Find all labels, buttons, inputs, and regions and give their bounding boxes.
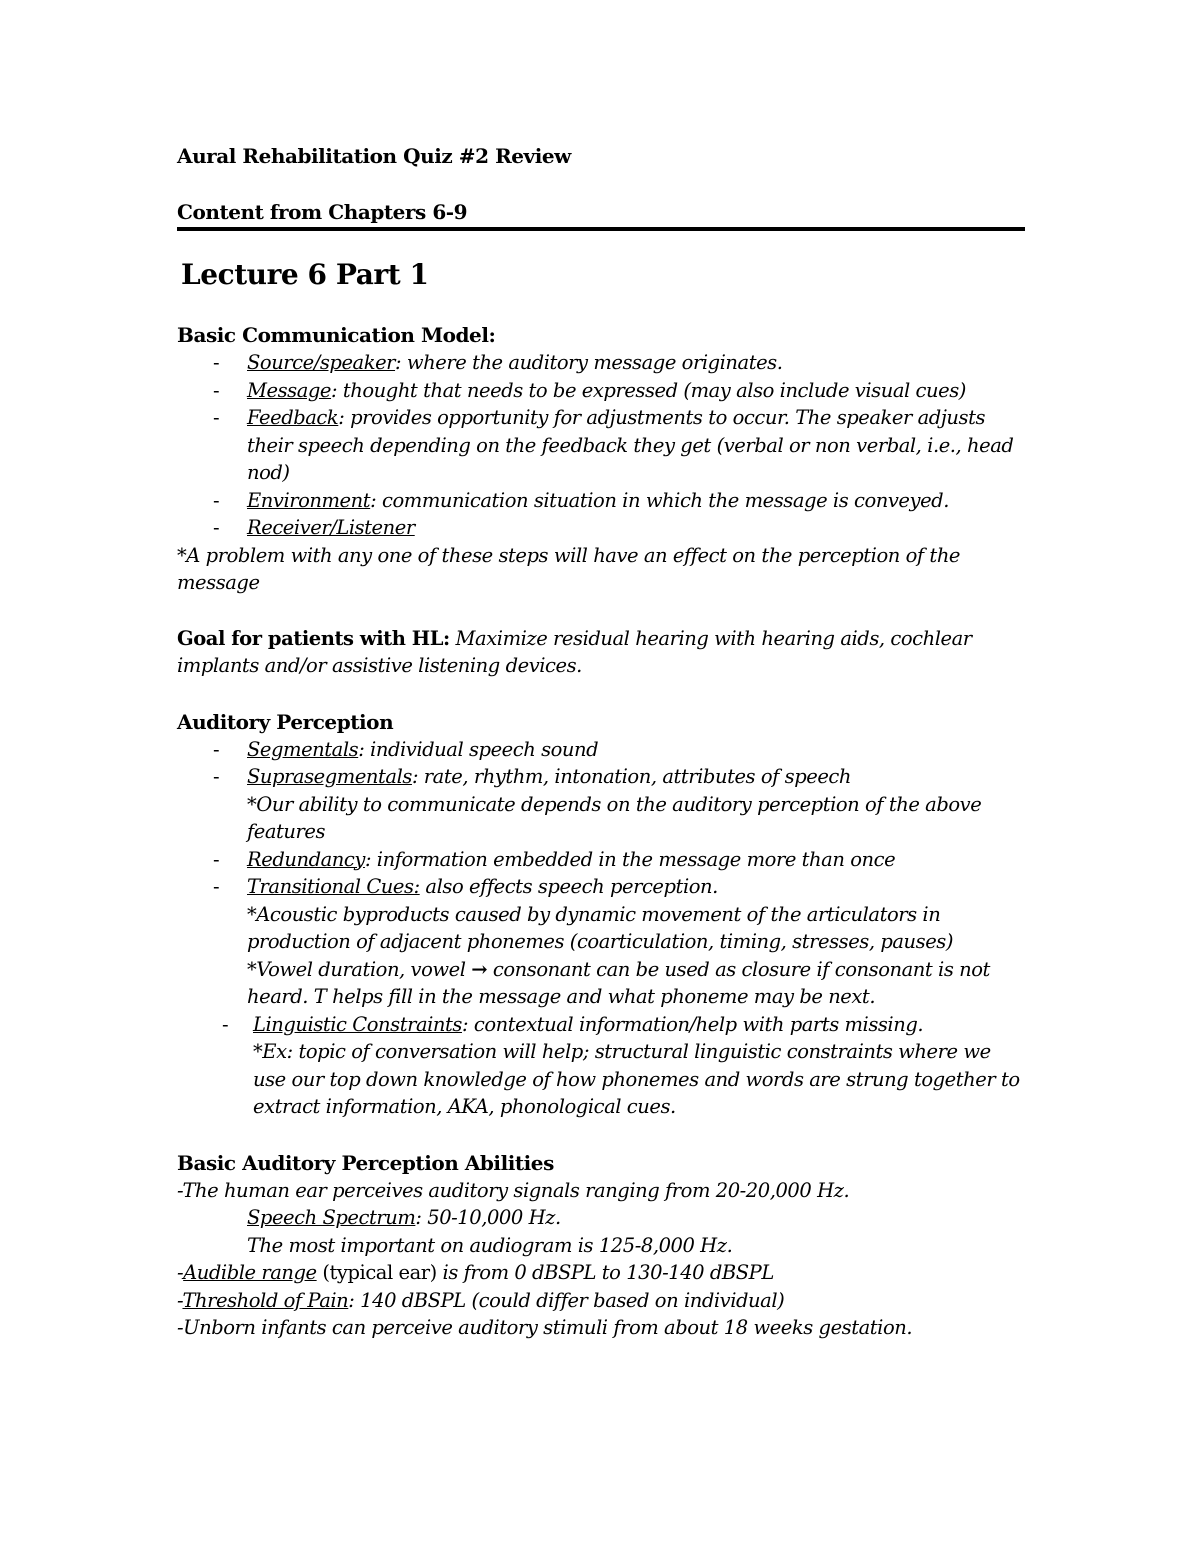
list-item-note: *Vowel duration, vowel → consonant can be used as closure if consonant is not heard. T helps fill in the message and what phoneme may be next.	[247, 957, 990, 1008]
document-content	[177, 142, 1027, 1342]
list-item: - Source/speaker: where the auditory message originates.	[177, 349, 1027, 377]
abilities-line: -Audible range (typical ear) is from 0 dBSPL to 130-140 dBSPL	[177, 1261, 774, 1284]
list-item: - Feedback: provides opportunity for adjustments to occur. The speaker adjusts their speech depending on the feedback they get (verbal or non verbal, i.e., head nod)	[177, 404, 1027, 487]
document-subtitle: Content from Chapters 6-9	[177, 200, 468, 224]
arrow-right-icon: →	[471, 957, 488, 981]
list-item-note: *Our ability to communicate depends on the auditory perception of the above features	[247, 792, 982, 843]
horizontal-rule	[177, 227, 1025, 231]
comm-model-heading: Basic Communication Model:	[177, 323, 496, 347]
list-item: - Suprasegmentals: rate, rhythm, intonation, attributes of speech *Our ability to communicate depends on the auditory perception of the above features	[177, 763, 1027, 846]
auditory-perception-heading: Auditory Perception	[177, 709, 394, 734]
abilities-line: -Unborn infants can perceive auditory stimuli from about 18 weeks gestation.	[177, 1316, 913, 1339]
list-item: - Redundancy: information embedded in the message more than once	[177, 846, 1027, 874]
abilities-line: -The human ear perceives auditory signals ranging from 20-20,000 Hz.	[177, 1178, 850, 1202]
list-item: - Segmentals: individual speech sound	[177, 736, 1027, 764]
list-item: - Linguistic Constraints: contextual information/help with parts missing. *Ex: topic of conversation will help; structural linguistic constraints where we use our top down knowledge of how phonemes and words are strung together to extract information, AKA, phonological cues.	[177, 1011, 1027, 1121]
list-item-note: *Ex: topic of conversation will help; structural linguistic constraints where we use our top down knowledge of how phonemes and words are strung together to extract information, AKA, phonological cues.	[253, 1040, 1020, 1118]
list-item: - Transitional Cues: also effects speech perception. *Acoustic byproducts caused by dynamic movement of the articulators in production of adjacent phonemes (coarticulation, timing, stresses, pauses) *Vowel duration, vowel → consonant can be used as closure if consonant is not heard. T helps fill in the message and what phoneme may be next.	[177, 873, 1027, 1011]
list-item-note: *Acoustic byproducts caused by dynamic movement of the articulators in production of adjacent phonemes (coarticulation, timing, stresses, pauses)	[247, 902, 954, 953]
goal-paragraph: Goal for patients with HL: Maximize residual hearing with hearing aids, cochlear implants and/or assistive listening devices.	[177, 626, 972, 677]
document-title: Aural Rehabilitation Quiz #2 Review	[177, 144, 571, 168]
lecture-heading: Lecture 6 Part 1	[181, 258, 429, 291]
list-item: - Receiver/Listener	[177, 514, 1027, 542]
list-item: - Environment: communication situation in which the message is conveyed.	[177, 487, 1027, 515]
comm-model-list	[177, 349, 1027, 542]
abilities-line: Speech Spectrum: 50-10,000 Hz.	[247, 1206, 561, 1229]
goal-label: Goal for patients with HL:	[177, 626, 450, 650]
abilities-line: -Threshold of Pain: 140 dBSPL (could differ based on individual)	[177, 1288, 785, 1312]
auditory-perception-list	[177, 736, 1027, 1121]
abilities-heading: Basic Auditory Perception Abilities	[177, 1150, 554, 1175]
abilities-line: The most important on audiogram is 125-8,000 Hz.	[247, 1233, 733, 1257]
comm-model-note: *A problem with any one of these steps will have an effect on the perception of the message	[177, 543, 961, 594]
list-item: - Message: thought that needs to be expressed (may also include visual cues)	[177, 377, 1027, 405]
